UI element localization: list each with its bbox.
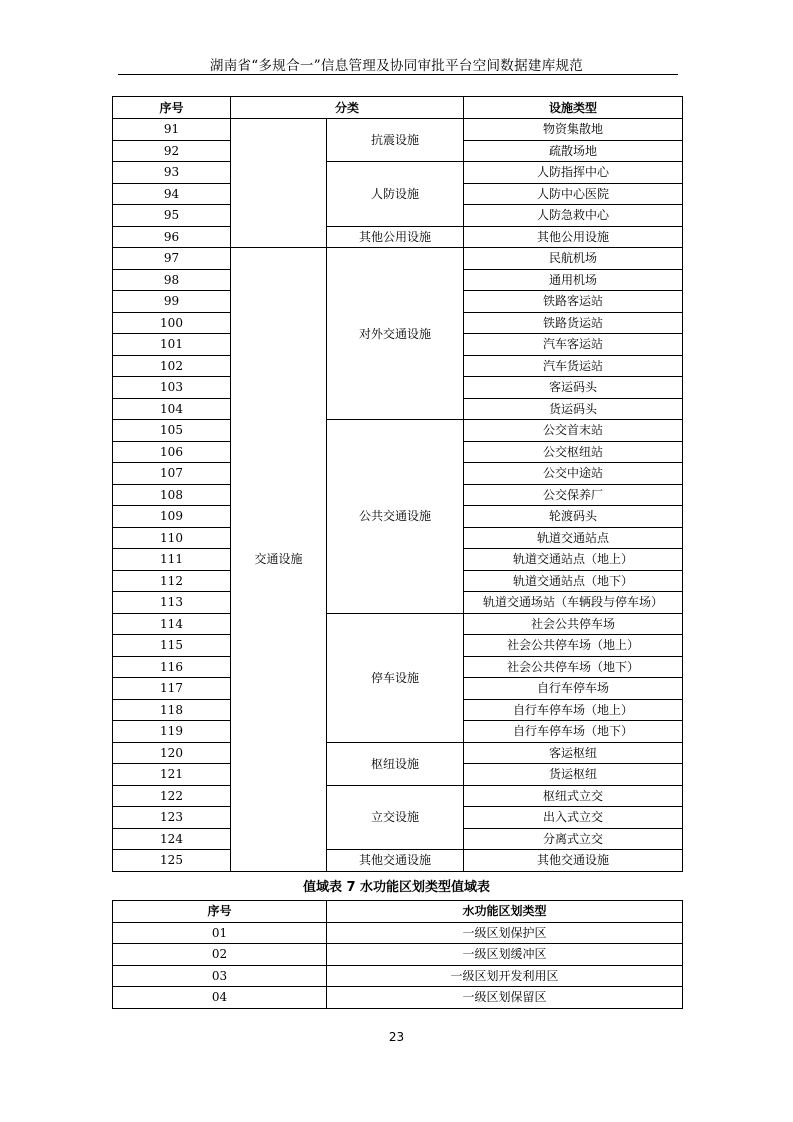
serial-cell: 93 <box>113 162 231 184</box>
subcategory-cell: 抗震设施 <box>327 119 464 162</box>
serial-cell: 91 <box>113 119 231 141</box>
serial-cell: 108 <box>113 484 231 506</box>
table-row <box>113 248 683 270</box>
facility-type-cell: 汽车客运站 <box>464 334 683 356</box>
facility-type-cell: 通用机场 <box>464 269 683 291</box>
facility-type-cell: 人防中心医院 <box>464 183 683 205</box>
water-function-zone-table <box>112 900 683 1009</box>
serial-cell: 124 <box>113 828 231 850</box>
serial-cell: 104 <box>113 398 231 420</box>
facility-type-cell: 轨道交通场站（车辆段与停车场） <box>464 592 683 614</box>
zone-type-cell: 一级区划开发利用区 <box>327 965 683 987</box>
facility-type-cell: 公交中途站 <box>464 463 683 485</box>
page-header-title: 湖南省“多规合一”信息管理及协同审批平台空间数据建库规范 <box>209 58 584 74</box>
facility-type-cell: 轮渡码头 <box>464 506 683 528</box>
table-row <box>113 613 683 635</box>
category-cell <box>231 119 327 248</box>
facility-type-cell: 公交枢纽站 <box>464 441 683 463</box>
serial-cell: 92 <box>113 140 231 162</box>
facility-type-cell: 物资集散地 <box>464 119 683 141</box>
serial-cell: 03 <box>113 965 327 987</box>
table-header-row <box>113 97 683 119</box>
facility-type-cell: 枢纽式立交 <box>464 785 683 807</box>
table-row <box>113 944 683 966</box>
serial-cell: 125 <box>113 850 231 872</box>
serial-cell: 103 <box>113 377 231 399</box>
facility-type-cell: 出入式立交 <box>464 807 683 829</box>
subcategory-cell: 枢纽设施 <box>327 742 464 785</box>
table-row <box>113 742 683 764</box>
serial-cell: 97 <box>113 248 231 270</box>
facility-type-cell: 其他交通设施 <box>464 850 683 872</box>
table-row <box>113 922 683 944</box>
subcategory-cell: 公共交通设施 <box>327 420 464 614</box>
subcategory-cell: 立交设施 <box>327 785 464 850</box>
serial-cell: 106 <box>113 441 231 463</box>
serial-cell: 113 <box>113 592 231 614</box>
column-header-serial: 序号 <box>113 97 231 119</box>
serial-cell: 110 <box>113 527 231 549</box>
serial-cell: 99 <box>113 291 231 313</box>
serial-cell: 111 <box>113 549 231 571</box>
serial-cell: 105 <box>113 420 231 442</box>
column-header-facility-type: 设施类型 <box>464 97 683 119</box>
zone-type-cell: 一级区划缓冲区 <box>327 944 683 966</box>
subcategory-cell: 人防设施 <box>327 162 464 227</box>
facility-type-cell: 公交保养厂 <box>464 484 683 506</box>
facility-type-table <box>112 96 683 872</box>
subcategory-cell: 对外交通设施 <box>327 248 464 420</box>
facility-type-cell: 社会公共停车场（地下） <box>464 656 683 678</box>
serial-cell: 109 <box>113 506 231 528</box>
facility-type-cell: 自行车停车场（地上） <box>464 699 683 721</box>
serial-cell: 120 <box>113 742 231 764</box>
table-row <box>113 987 683 1009</box>
serial-cell: 122 <box>113 785 231 807</box>
column-header-serial: 序号 <box>113 901 327 923</box>
facility-type-cell: 自行车停车场 <box>464 678 683 700</box>
facility-type-cell: 轨道交通站点（地上） <box>464 549 683 571</box>
facility-type-cell: 公交首末站 <box>464 420 683 442</box>
table-row <box>113 965 683 987</box>
table-row <box>113 119 683 141</box>
table-row <box>113 420 683 442</box>
facility-type-cell: 货运枢纽 <box>464 764 683 786</box>
facility-type-cell: 社会公共停车场 <box>464 613 683 635</box>
serial-cell: 96 <box>113 226 231 248</box>
facility-type-cell: 铁路货运站 <box>464 312 683 334</box>
facility-type-cell: 汽车货运站 <box>464 355 683 377</box>
table-row <box>113 785 683 807</box>
column-header-category: 分类 <box>231 97 464 119</box>
facility-type-cell: 轨道交通站点 <box>464 527 683 549</box>
header-rule <box>118 74 678 75</box>
serial-cell: 116 <box>113 656 231 678</box>
serial-cell: 102 <box>113 355 231 377</box>
facility-type-cell: 疏散场地 <box>464 140 683 162</box>
serial-cell: 123 <box>113 807 231 829</box>
page-number: 23 <box>388 1030 405 1044</box>
facility-type-cell: 轨道交通站点（地下） <box>464 570 683 592</box>
serial-cell: 98 <box>113 269 231 291</box>
serial-cell: 115 <box>113 635 231 657</box>
serial-cell: 94 <box>113 183 231 205</box>
serial-cell: 95 <box>113 205 231 227</box>
facility-type-cell: 民航机场 <box>464 248 683 270</box>
facility-type-cell: 客运码头 <box>464 377 683 399</box>
subcategory-cell: 其他公用设施 <box>327 226 464 248</box>
serial-cell: 04 <box>113 987 327 1009</box>
facility-type-cell: 社会公共停车场（地上） <box>464 635 683 657</box>
serial-cell: 118 <box>113 699 231 721</box>
table-row <box>113 850 683 872</box>
table-header-row <box>113 901 683 923</box>
subcategory-cell: 其他交通设施 <box>327 850 464 872</box>
serial-cell: 107 <box>113 463 231 485</box>
facility-type-cell: 人防指挥中心 <box>464 162 683 184</box>
serial-cell: 112 <box>113 570 231 592</box>
serial-cell: 100 <box>113 312 231 334</box>
serial-cell: 02 <box>113 944 327 966</box>
facility-type-cell: 人防急救中心 <box>464 205 683 227</box>
zone-type-cell: 一级区划保护区 <box>327 922 683 944</box>
table-row <box>113 226 683 248</box>
serial-cell: 101 <box>113 334 231 356</box>
facility-type-cell: 货运码头 <box>464 398 683 420</box>
serial-cell: 117 <box>113 678 231 700</box>
serial-cell: 121 <box>113 764 231 786</box>
facility-type-cell: 分离式立交 <box>464 828 683 850</box>
serial-cell: 119 <box>113 721 231 743</box>
facility-type-cell: 客运枢纽 <box>464 742 683 764</box>
facility-type-cell: 铁路客运站 <box>464 291 683 313</box>
category-cell: 交通设施 <box>231 248 327 872</box>
zone-type-cell: 一级区划保留区 <box>327 987 683 1009</box>
facility-type-cell: 其他公用设施 <box>464 226 683 248</box>
table-caption: 值域表 7 水功能区划类型值域表 <box>302 880 491 895</box>
table-row <box>113 162 683 184</box>
column-header-zone-type: 水功能区划类型 <box>327 901 683 923</box>
serial-cell: 114 <box>113 613 231 635</box>
serial-cell: 01 <box>113 922 327 944</box>
subcategory-cell: 停车设施 <box>327 613 464 742</box>
facility-type-cell: 自行车停车场（地下） <box>464 721 683 743</box>
